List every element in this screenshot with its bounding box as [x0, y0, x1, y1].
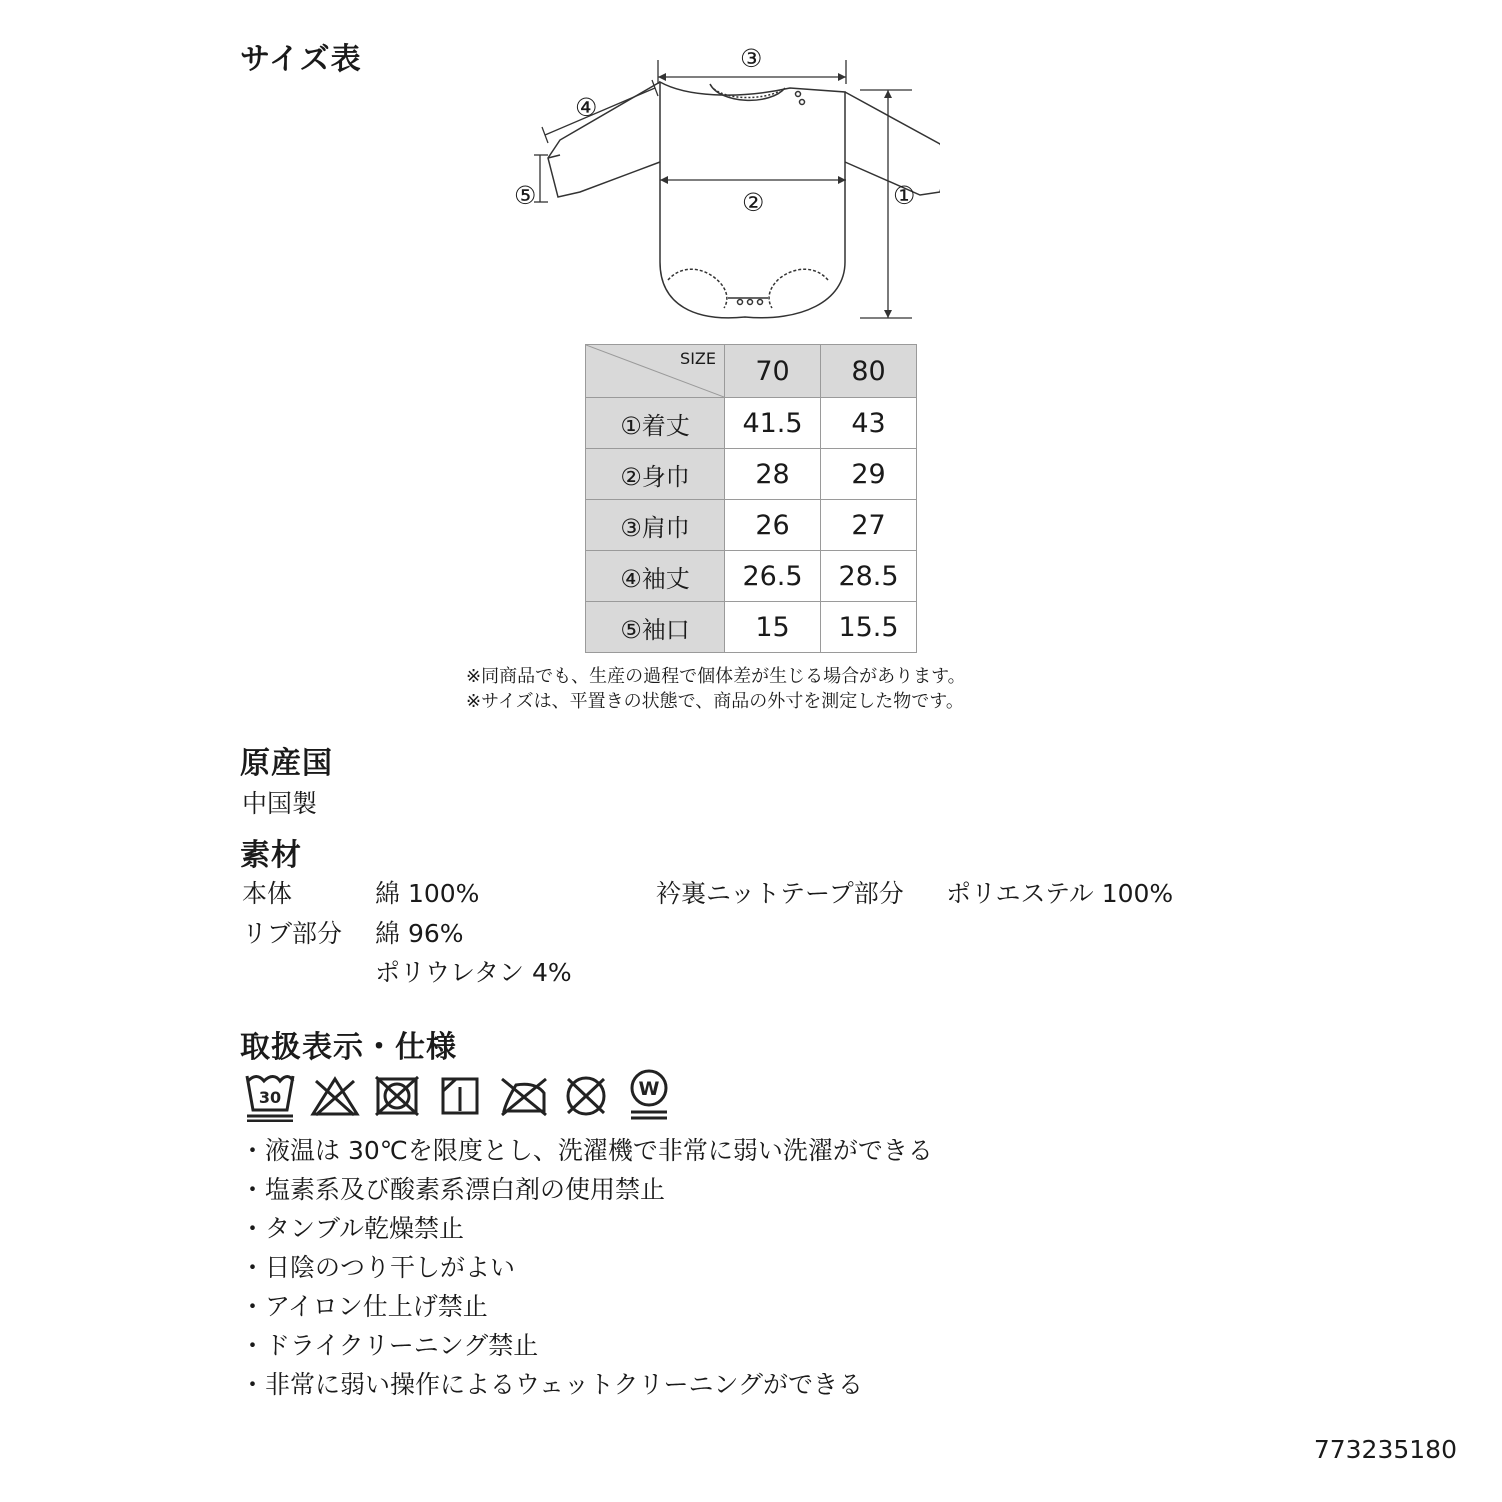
wet-clean-icon: [628, 1068, 670, 1122]
care-instruction: ・アイロン仕上げ禁止: [240, 1292, 488, 1321]
wash-temp-label: 30: [258, 1088, 282, 1107]
row-label: ④袖丈: [586, 551, 725, 602]
garment-diagram: [500, 40, 940, 330]
material-value: ポリエステル 100%: [946, 879, 1174, 908]
material-value: 綿 96%: [375, 919, 464, 948]
table-cell: 26.5: [725, 551, 821, 602]
marker-cuff: ⑤: [514, 181, 537, 210]
no-tumble-dry-icon: [374, 1075, 420, 1117]
origin-value: 中国製: [242, 789, 318, 818]
material-part: リブ部分: [242, 919, 343, 948]
table-cell: 29: [821, 449, 917, 500]
no-bleach-icon: [310, 1075, 360, 1117]
table-cell: 15: [725, 602, 821, 653]
size-column-header: 70: [725, 345, 821, 398]
no-dry-clean-icon: [562, 1073, 610, 1119]
origin-title: 原産国: [240, 746, 333, 781]
care-instruction: ・ドライクリーニング禁止: [240, 1331, 539, 1360]
care-instruction: ・日陰のつり干しがよい: [240, 1253, 516, 1282]
row-label: ①着丈: [586, 398, 725, 449]
material-value: 綿 100%: [375, 879, 480, 908]
table-cell: 26: [725, 500, 821, 551]
table-cell: 43: [821, 398, 917, 449]
size-chart-title: サイズ表: [240, 42, 362, 77]
material-value: ポリウレタン 4%: [375, 958, 572, 987]
material-part: 本体: [242, 879, 293, 908]
product-code: 773235180: [1313, 1435, 1457, 1464]
wash-tub-30-icon: [244, 1070, 296, 1122]
table-row: [586, 398, 917, 449]
size-column-header: 80: [821, 345, 917, 398]
care-instruction: ・タンブル乾燥禁止: [240, 1214, 465, 1243]
marker-sleeve-length: ④: [575, 93, 598, 122]
care-instruction: ・非常に弱い操作によるウェットクリーニングができる: [240, 1370, 864, 1399]
table-row: [586, 500, 917, 551]
size-note: ※サイズは、平置きの状態で、商品の外寸を測定した物です。: [466, 691, 964, 712]
size-label: SIZE: [680, 349, 716, 368]
table-row: [586, 602, 917, 653]
table-cell: 28.5: [821, 551, 917, 602]
size-corner-cell: [586, 345, 725, 398]
row-label: ②身巾: [586, 449, 725, 500]
row-label: ③肩巾: [586, 500, 725, 551]
care-instruction: ・液温は 30℃を限度とし、洗濯機で非常に弱い洗濯ができる: [240, 1136, 933, 1165]
material-part: 衿裏ニットテープ部分: [656, 879, 904, 908]
table-row: [586, 551, 917, 602]
shade-line-dry-icon: [440, 1075, 480, 1117]
row-label: ⑤袖口: [586, 602, 725, 653]
table-cell: 27: [821, 500, 917, 551]
table-cell: 28: [725, 449, 821, 500]
marker-shoulder-width: ③: [740, 44, 763, 73]
wet-clean-label: W: [638, 1078, 660, 1100]
no-iron-icon: [498, 1075, 550, 1117]
marker-total-length: ①: [893, 181, 916, 210]
marker-body-width: ②: [742, 188, 765, 217]
care-title: 取扱表示・仕様: [240, 1030, 457, 1065]
table-row: [586, 449, 917, 500]
table-cell: 41.5: [725, 398, 821, 449]
size-note: ※同商品でも、生産の過程で個体差が生じる場合があります。: [466, 666, 966, 687]
table-cell: 15.5: [821, 602, 917, 653]
size-table: [585, 344, 917, 653]
material-title: 素材: [240, 838, 302, 873]
care-instruction: ・塩素系及び酸素系漂白剤の使用禁止: [240, 1175, 666, 1204]
